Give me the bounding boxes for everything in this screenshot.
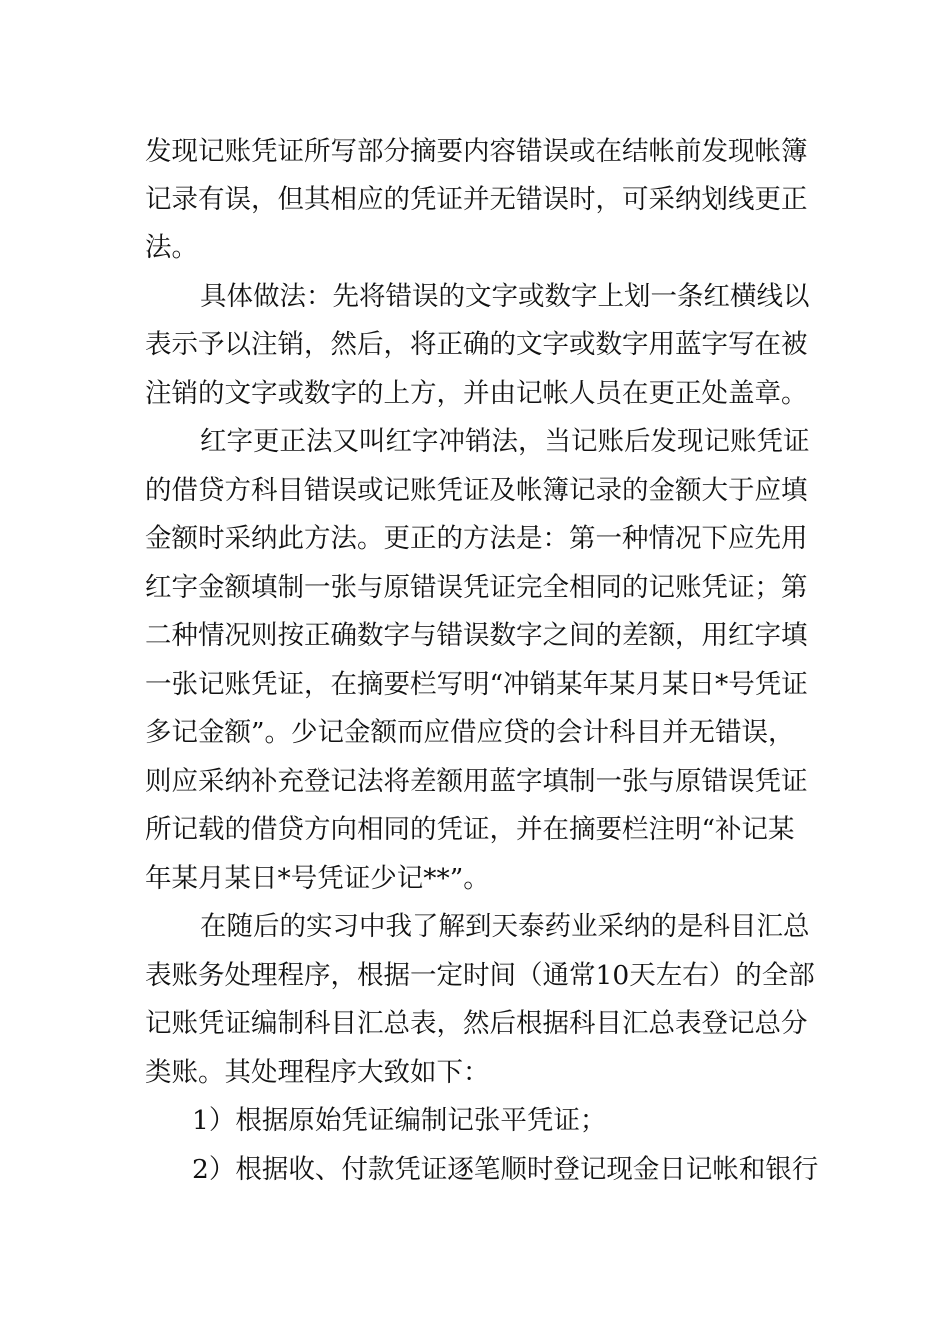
paragraph-first-line: 在随后的实习中我了解到天泰药业采纳的是科目汇总: [200, 911, 810, 942]
text-line: 红字金额填制一张与原错误凭证完全相同的记账凭证；第: [145, 572, 808, 603]
list-item-1: 1）根据原始凭证编制记张平凭证；: [192, 1105, 607, 1136]
text-line: 表示予以注销，然后，将正确的文字或数字用蓝字写在被: [145, 329, 808, 360]
paragraph-first-line: 具体做法：先将错误的文字或数字上划一条红横线以: [200, 281, 810, 312]
text-line: 金额时采纳此方法。更正的方法是：第一种情况下应先用: [145, 523, 808, 554]
text-line: 则应采纳补充登记法将差额用蓝字填制一张与原错误凭证: [145, 766, 808, 797]
text-line: 所记载的借贷方向相同的凭证，并在摘要栏注明“补记某: [145, 814, 795, 845]
text-line: 的借贷方科目错误或记账凭证及帐簿记录的金额大于应填: [145, 475, 808, 506]
text-line: 法。: [145, 232, 198, 263]
text-line: 记账凭证编制科目汇总表，然后根据科目汇总表登记总分: [145, 1008, 808, 1039]
text-line: 一张记账凭证，在摘要栏写明“冲销某年某月某日*号凭证: [145, 669, 808, 700]
text-line: 发现记账凭证所写部分摘要内容错误或在结帐前发现帐簿: [145, 136, 808, 167]
text-line: 年某月某日*号凭证少记**”。: [145, 863, 490, 894]
text-line: 表账务处理程序，根据一定时间（通常10天左右）的全部: [145, 960, 815, 991]
list-item-2: 2）根据收、付款凭证逐笔顺时登记现金日记帐和银行: [192, 1154, 819, 1185]
paragraph-first-line: 红字更正法又叫红字冲销法，当记账后发现记账凭证: [200, 426, 810, 457]
text-line: 二种情况则按正确数字与错误数字之间的差额，用红字填: [145, 620, 808, 651]
text-line: 注销的文字或数字的上方，并由记帐人员在更正处盖章。: [145, 378, 808, 409]
text-line: 类账。其处理程序大致如下：: [145, 1057, 490, 1088]
text-line: 多记金额”。少记金额而应借应贷的会计科目并无错误，: [145, 717, 795, 748]
text-line: 记录有误，但其相应的凭证并无错误时，可采纳划线更正: [145, 184, 808, 215]
